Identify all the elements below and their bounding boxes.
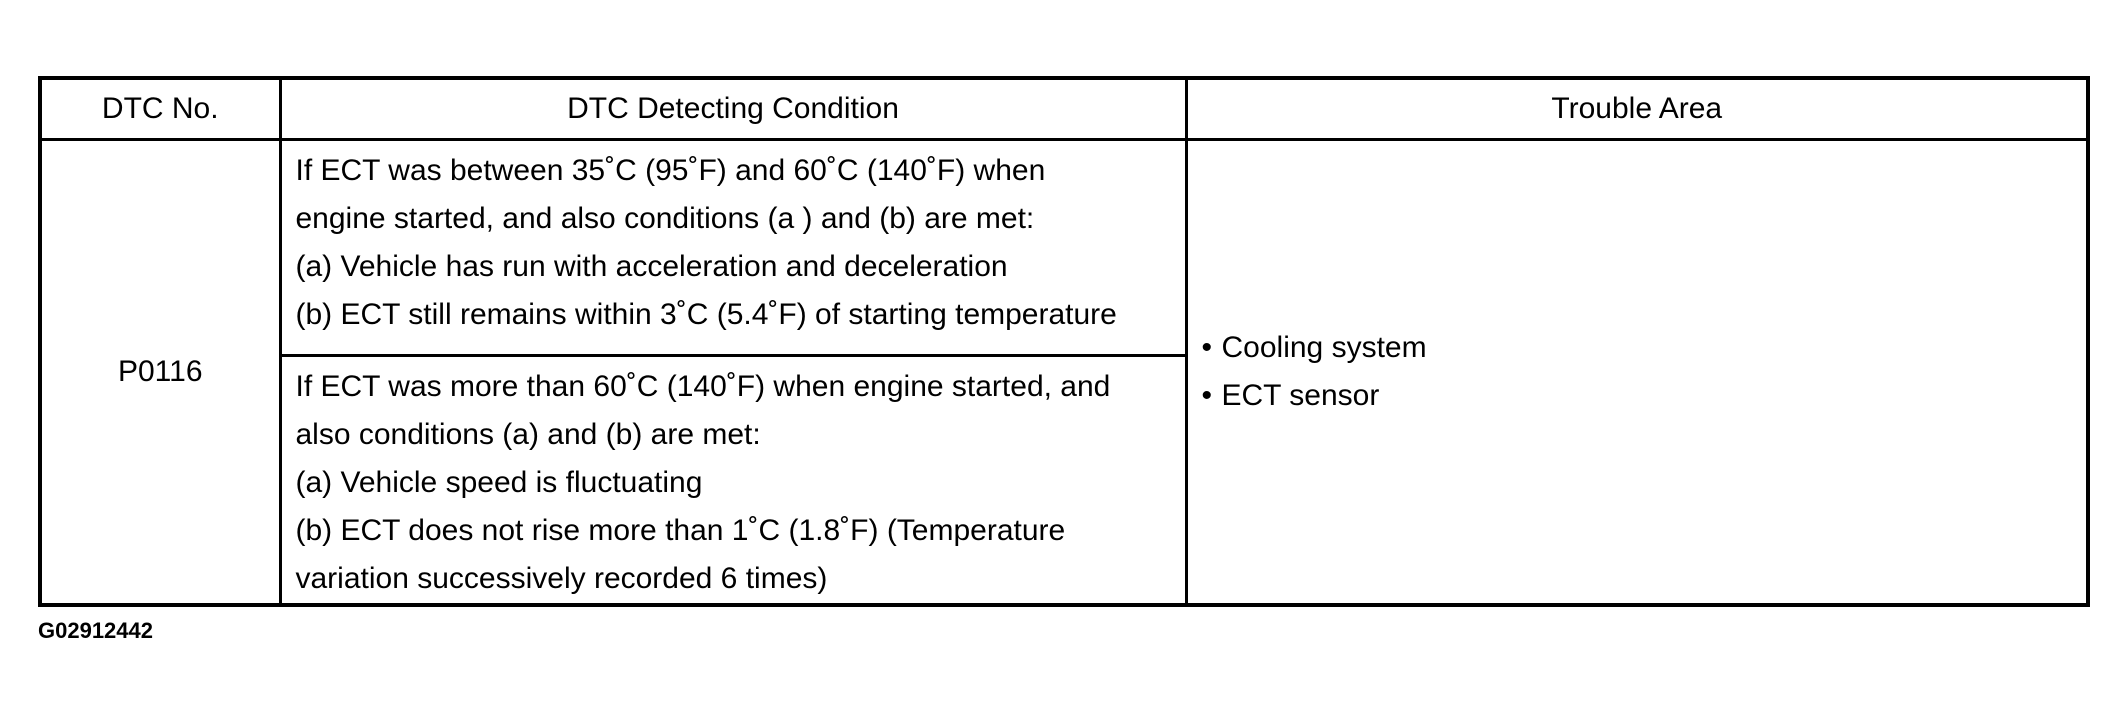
bullet-icon: • (1201, 331, 1213, 364)
condition-cell (280, 356, 1186, 606)
dtc-table (38, 76, 2090, 607)
header-detecting-condition: DTC Detecting Condition (280, 78, 1186, 140)
condition-line: If ECT was between 35˚C (95˚F) and 60˚C (140˚F) when (295, 154, 1046, 187)
condition-line: (b) ECT does not rise more than 1˚C (1.8˚F) (Temperature (295, 514, 1066, 547)
list-item (1202, 324, 2087, 372)
bullet-icon: • (1201, 379, 1213, 412)
figure-id: G02912442 (38, 618, 153, 643)
dtc-number-cell: P0116 (40, 140, 280, 606)
header-row (40, 78, 2088, 140)
condition-line: (b) ECT still remains within 3˚C (5.4˚F) of starting temperature (295, 298, 1117, 331)
condition-cell (280, 140, 1186, 356)
header-trouble-area: Trouble Area (1186, 78, 2088, 140)
condition-line: variation successively recorded 6 times) (295, 562, 828, 595)
trouble-area-item: ECT sensor (1221, 379, 1380, 412)
condition-line: If ECT was more than 60˚C (140˚F) when engine started, and (295, 370, 1111, 403)
condition-line: engine started, and also conditions (a ) and (b) are met: (295, 202, 1035, 235)
trouble-area-cell (1186, 140, 2088, 606)
condition-line: (a) Vehicle has run with acceleration and deceleration (295, 250, 1008, 283)
condition-line: (a) Vehicle speed is fluctuating (295, 466, 703, 499)
table-row (40, 140, 2088, 356)
trouble-area-item: Cooling system (1221, 331, 1427, 364)
list-item (1202, 372, 2087, 420)
condition-line: also conditions (a) and (b) are met: (295, 418, 761, 451)
trouble-area-list (1202, 324, 2087, 420)
header-dtc-no: DTC No. (40, 78, 280, 140)
